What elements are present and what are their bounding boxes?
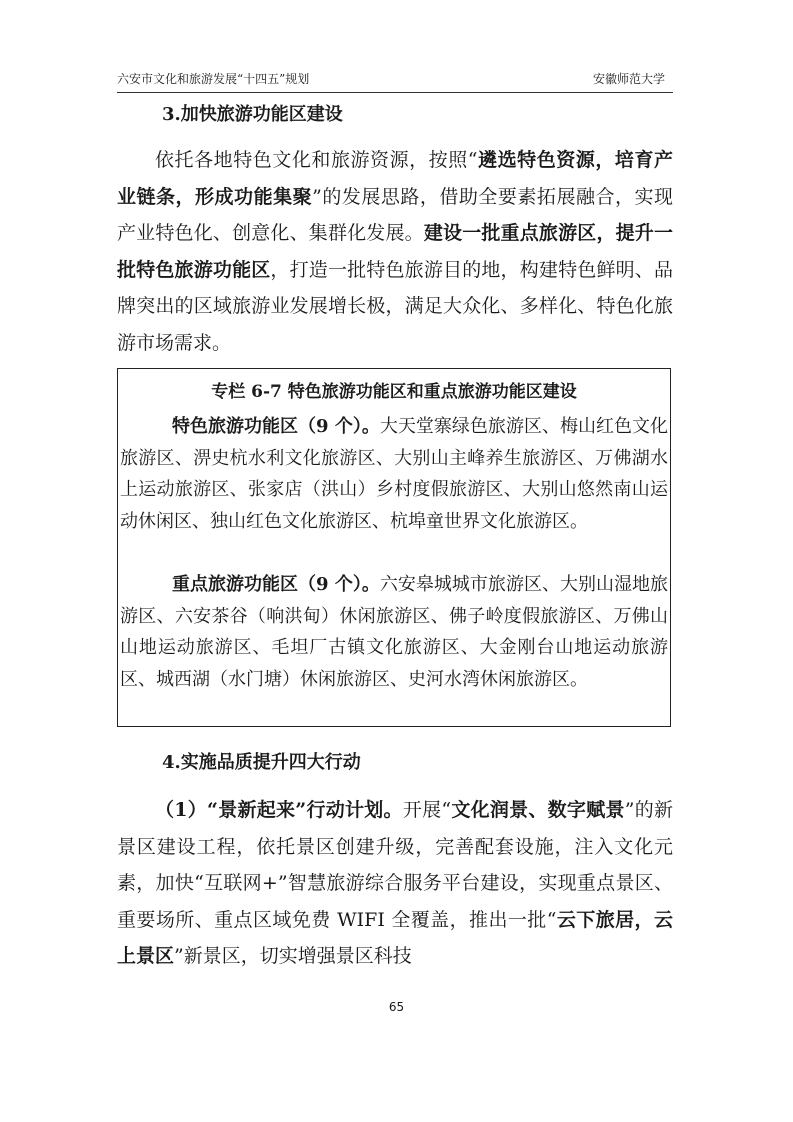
text-run: 六安皋城城市旅游区、大别山湿地旅游区、六安茶谷（响洪甸）休闲旅游区、佛子岭度假旅游区、万佛山山地运动旅游区、毛坦厂古镇文化旅游区、大金刚台山地运动旅游区、城西湖（水门塘）休闲旅游区、史河水湾休闲旅游区。	[120, 574, 669, 690]
bold-run: 特色旅游功能区（9 个）。	[172, 416, 380, 437]
text-run: 大天堂寨绿色旅游区、梅山红色文化旅游区、淠史杭水利文化旅游区、大别山主峰养生旅游区、万佛湖水上运动旅游区、张家店（洪山）乡村度假旅游区、大别山悠然南山运动休闲区、独山红色文化旅游区、杭埠童世界文化旅游区。	[120, 416, 669, 532]
bold-run: 建设一批重点旅游区，提升一批特色旅游功能区	[117, 222, 673, 281]
text-run: ，打造一批特色旅游目的地，构建特色鲜明、品牌突出的区域旅游业发展增长极，满足大众化、多样化、特色化旅游市场需求。	[117, 258, 673, 354]
page-number: 65	[388, 1000, 405, 1014]
text-run: 开展“	[402, 799, 452, 821]
feature-box	[117, 368, 671, 727]
bold-run: 重点旅游功能区（9 个）。	[172, 574, 380, 595]
bold-run: 云下旅居，云上景区	[117, 908, 673, 967]
bold-run: （1）“景新起来”行动计划。	[155, 799, 403, 821]
text-run: ”的新景区建设工程，依托景区创建升级，完善配套设施，注入文化元素，加快“互联网+”智慧旅游综合服务平台建设，实现重点景区、重要场所、重点区域免费 WIFI 全覆盖，推出一批“	[117, 799, 673, 931]
box-paragraph-key-zones	[118, 569, 670, 695]
section-heading-4: 4.实施品质提升四大行动	[162, 752, 361, 773]
bold-run: 遴选特色资源，培育产业链条，形成功能集聚	[117, 149, 673, 208]
text-run: ”新景区，切实增强景区科技	[174, 945, 412, 967]
text-run: 依托各地特色文化和旅游资源，按照“	[155, 149, 478, 171]
page-header-left: 六安市文化和旅游发展“十四五”规划	[117, 72, 310, 86]
section-heading-3: 3.加快旅游功能区建设	[162, 104, 343, 125]
section-4-paragraph	[117, 792, 673, 975]
bold-run: 文化润景、数字赋景	[451, 799, 625, 821]
page-header-right: 安徽师范大学	[593, 72, 666, 86]
box-paragraph-feature-zones	[118, 411, 670, 537]
section-3-paragraph	[117, 142, 673, 361]
text-run: ”的发展思路，借助全要素拓展融合，实现产业特色化、创意化、集群化发展。	[117, 185, 673, 244]
box-title: 专栏 6-7 特色旅游功能区和重点旅游功能区建设	[211, 382, 577, 402]
header-rule	[117, 92, 673, 93]
